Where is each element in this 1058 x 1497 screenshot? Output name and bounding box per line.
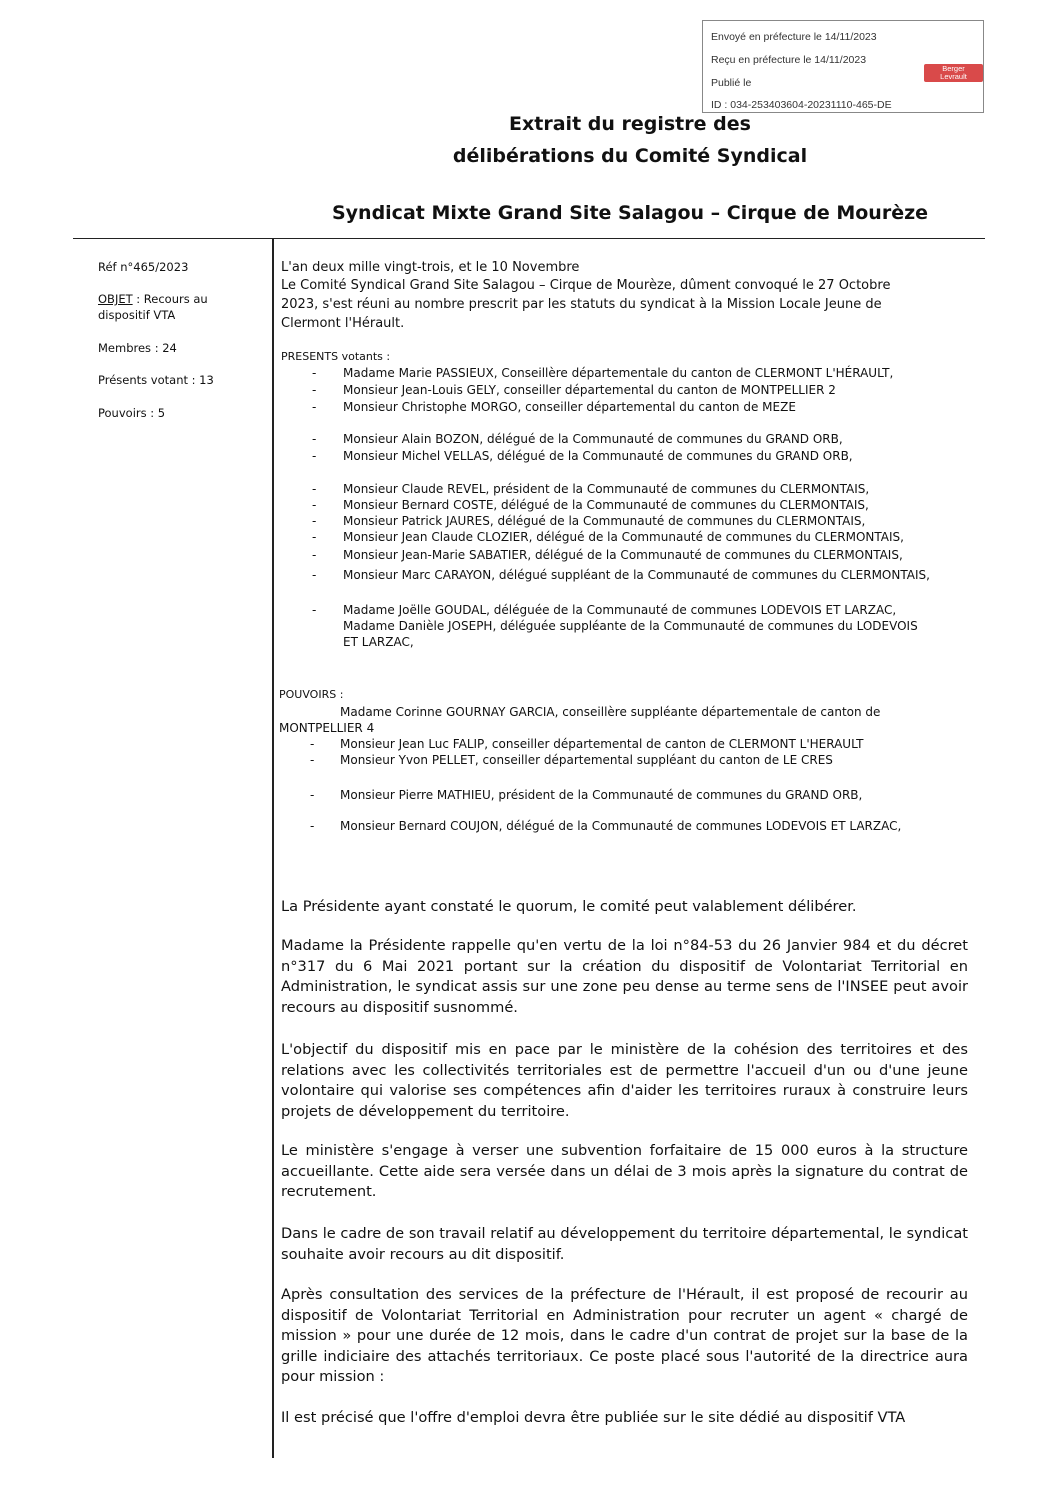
objet-text-1: : Recours au <box>132 292 208 306</box>
bullet-dash: - <box>310 788 315 802</box>
logo-line-2: Levrault <box>940 72 967 81</box>
intro-line-2: Le Comité Syndical Grand Site Salagou – Cirque de Mourèze, dûment convoqué le 27 Octobre <box>281 278 891 293</box>
present-item: Monsieur Christophe MORGO, conseiller départemental du canton de MEZE <box>343 400 796 414</box>
present-item: ET LARZAC, <box>343 635 414 649</box>
paragraph-quorum: La Présidente ayant constaté le quorum, le comité peut valablement délibérer. <box>281 898 857 915</box>
present-item: Monsieur Claude REVEL, président de la Communauté de communes du CLERMONTAIS, <box>343 482 870 496</box>
bullet-dash: - <box>312 366 317 380</box>
membres-count: Membres : 24 <box>98 341 177 355</box>
bullet-dash: - <box>312 449 317 463</box>
present-item: Monsieur Michel VELLAS, délégué de la Communauté de communes du GRAND ORB, <box>343 449 853 463</box>
prefecture-stamp <box>702 20 984 113</box>
header-rule <box>73 238 985 239</box>
bullet-dash: - <box>312 530 317 544</box>
bullet-dash: - <box>312 568 317 582</box>
bullet-dash: - <box>312 400 317 414</box>
present-item: Monsieur Patrick JAURES, délégué de la Communauté de communes du CLERMONTAIS, <box>343 514 866 528</box>
title-line-2: délibérations du Comité Syndical <box>452 145 808 167</box>
paragraph-loi: Madame la Présidente rappelle qu'en vertu de la loi n°84-53 du 26 Janvier 984 et du décret n°317 du 6 Mai 2021 portant sur la création du dispositif de Volontariat Territorial en Administration, le syndicat assis sur une zone peu dense au terme sens de l'INSEE peut avoir recours au dispositif susnommé. <box>281 937 968 1016</box>
stamp-publie: Publié le <box>711 77 752 89</box>
pouvoir-item: Monsieur Bernard COUJON, délégué de la Communauté de communes LODEVOIS ET LARZAC, <box>340 819 902 833</box>
bullet-dash: - <box>310 819 315 833</box>
title-line-3: Syndicat Mixte Grand Site Salagou – Cirque de Mourèze <box>331 202 929 224</box>
objet-block <box>98 291 208 323</box>
margin-rule <box>272 238 274 1458</box>
presents-count: Présents votant : 13 <box>98 373 214 387</box>
berger-levrault-logo <box>924 64 983 82</box>
pouvoirs-label: POUVOIRS : <box>279 688 344 701</box>
pouvoir-item: MONTPELLIER 4 <box>279 721 375 735</box>
intro-line-1: L'an deux mille vingt-trois, et le 10 Novembre <box>281 260 580 275</box>
paragraph-recrutement: Après consultation des services de la préfecture de l'Hérault, il est proposé de recourir au dispositif de Volontariat Territorial en Administration pour recruter un agent « chargé de mission » pour une durée de 12 mois, dans le cadre d'un contrat de projet sur la base de la grille indiciaire des attachés territoriaux. Ce poste placé sous l'autorité de la directrice aura pour mission : <box>281 1286 968 1385</box>
present-item: Madame Danièle JOSEPH, déléguée suppléante de la Communauté de communes du LODEVOIS <box>343 619 918 633</box>
present-item: Monsieur Jean-Louis GELY, conseiller départemental du canton de MONTPELLIER 2 <box>343 383 836 397</box>
title-line-1: Extrait du registre des <box>509 113 751 135</box>
paragraph-subvention: Le ministère s'engage à verser une subvention forfaitaire de 15 000 euros à la structure accueillante. Cette aide sera versée dans un délai de 3 mois après la signature du contrat de recrutement. <box>281 1142 968 1200</box>
objet-text-2: dispositif VTA <box>98 308 176 322</box>
logo-line-1: Berger <box>942 64 965 73</box>
bullet-dash: - <box>312 514 317 528</box>
ref-number: Réf n°465/2023 <box>98 260 189 274</box>
intro-line-4: Clermont l'Hérault. <box>281 316 405 331</box>
stamp-envoye: Envoyé en préfecture le 14/11/2023 <box>711 31 877 43</box>
bullet-dash: - <box>312 498 317 512</box>
present-item: Monsieur Bernard COSTE, délégué de la Communauté de communes du CLERMONTAIS, <box>343 498 869 512</box>
pouvoir-item: Madame Corinne GOURNAY GARCIA, conseillère suppléante départementale de canton de <box>340 705 881 719</box>
stamp-id: ID : 034-253403604-20231110-465-DE <box>711 99 892 111</box>
present-item: Monsieur Alain BOZON, délégué de la Communauté de communes du GRAND ORB, <box>343 432 843 446</box>
bullet-dash: - <box>312 482 317 496</box>
pouvoirs-count: Pouvoirs : 5 <box>98 406 166 420</box>
objet-label: OBJET <box>98 292 133 306</box>
present-item: Monsieur Marc CARAYON, délégué suppléant de la Communauté de communes du CLERMONTAIS, <box>343 568 930 582</box>
pouvoir-item: Monsieur Pierre MATHIEU, président de la Communauté de communes du GRAND ORB, <box>340 788 863 802</box>
bullet-dash: - <box>312 432 317 446</box>
intro-line-3: 2023, s'est réuni au nombre prescrit par les statuts du syndicat à la Mission Locale Jeune de <box>281 297 882 312</box>
bullet-dash: - <box>310 753 315 767</box>
pouvoir-item: Monsieur Jean Luc FALIP, conseiller départemental de canton de CLERMONT L'HERAULT <box>340 737 864 751</box>
present-item: Monsieur Jean-Marie SABATIER, délégué de la Communauté de communes du CLERMONTAIS, <box>343 548 903 562</box>
pouvoir-item: Monsieur Yvon PELLET, conseiller départemental suppléant du canton de LE CRES <box>340 753 833 767</box>
bullet-dash: - <box>312 603 317 617</box>
paragraph-objectif: L'objectif du dispositif mis en pace par le ministère de la cohésion des territoires et des relations avec les collectivités territoriales est de permettre l'accueil d'un ou d'une jeune volontaire qui valorise ses compétences afin d'aider les territoires ruraux à construire leurs projets de développement du territoire. <box>281 1041 968 1120</box>
bullet-dash: - <box>312 383 317 397</box>
present-item: Monsieur Jean Claude CLOZIER, délégué de la Communauté de communes du CLERMONTAIS, <box>343 530 904 544</box>
presents-label: PRESENTS votants : <box>281 350 391 363</box>
paragraph-cadre: Dans le cadre de son travail relatif au développement du territoire départemental, le syndicat souhaite avoir recours au dit dispositif. <box>281 1225 968 1263</box>
present-item: Madame Marie PASSIEUX, Conseillère départementale du canton de CLERMONT L'HÉRAULT, <box>343 366 894 380</box>
stamp-recu: Reçu en préfecture le 14/11/2023 <box>711 54 867 66</box>
bullet-dash: - <box>312 548 317 562</box>
bullet-dash: - <box>310 737 315 751</box>
paragraph-offre: Il est précisé que l'offre d'emploi devra être publiée sur le site dédié au dispositif VTA <box>281 1409 906 1426</box>
present-item: Madame Joëlle GOUDAL, déléguée de la Communauté de communes LODEVOIS ET LARZAC, <box>343 603 897 617</box>
